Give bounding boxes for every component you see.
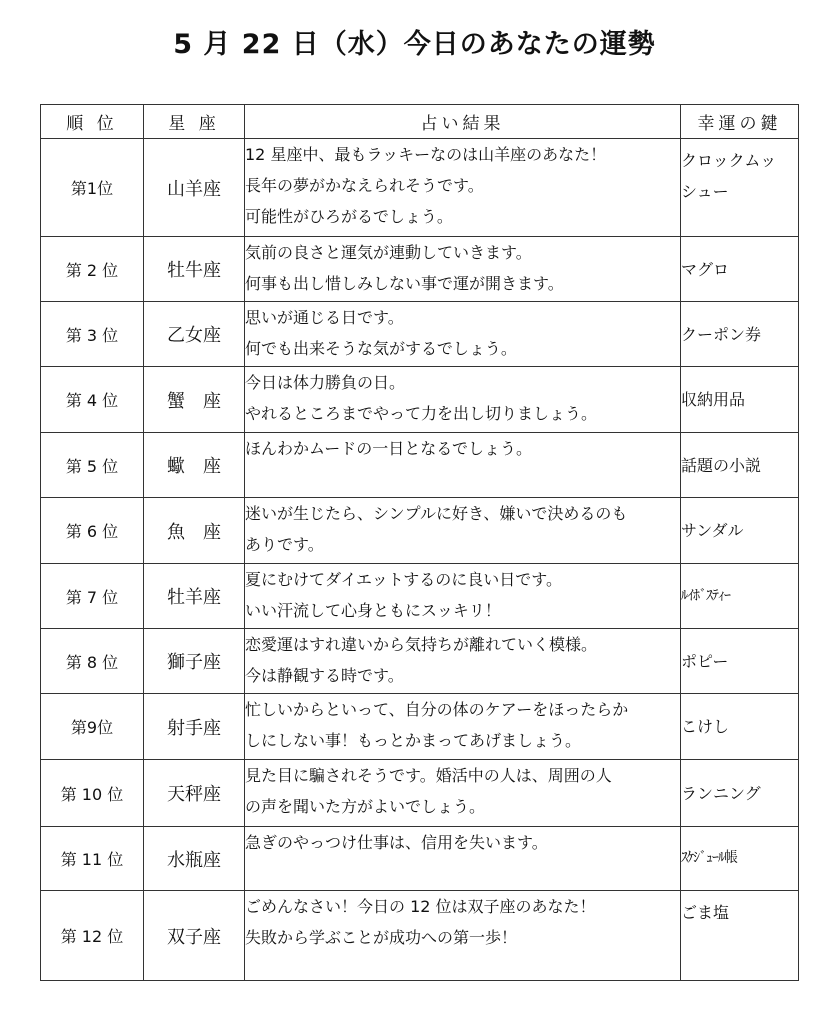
zodiac-sign-cell: 水瓶座 [144,827,245,891]
table-row [41,139,799,237]
lucky-key-line: 収納用品 [681,390,746,409]
lucky-key-line: マグロ [681,259,730,279]
fortune-line: ごめんなさい！今日の 12 位は双子座のあなた！ [245,897,596,916]
fortune-line: 忙しいからといって、自分の体のケアーをほったらか [245,700,629,719]
fortune-result-cell [245,498,681,564]
zodiac-sign-cell: 牡羊座 [144,564,245,629]
lucky-key-line: こけし [681,717,730,736]
fortune-line: 何でも出来そうな気がするでしょう。 [245,339,517,358]
lucky-key-line: クーポン券 [681,324,762,344]
fortune-result-cell [245,237,681,302]
fortune-line: 今日は体力勝負の日。 [245,373,406,392]
lucky-key-line: ﾙｲﾎﾞｽﾃｨｰ [681,587,730,604]
zodiac-sign-cell: 射手座 [144,694,245,760]
zodiac-sign-cell: 牡牛座 [144,237,245,302]
fortune-line: 可能性がひろがるでしょう。 [245,207,453,226]
zodiac-sign-cell: 双子座 [144,891,245,981]
lucky-key-line: ポピー [681,651,729,671]
fortune-line: しにしない事！もっとかまってあげましょう。 [245,731,582,750]
lucky-key-cell [681,367,799,433]
fortune-line: 12 星座中、最もラッキーなのは山羊座のあなた！ [245,145,607,164]
table-row [41,629,799,694]
fortune-result-cell [245,760,681,827]
lucky-key-cell [681,694,799,760]
lucky-key-cell [681,564,799,629]
lucky-key-line: ｽｹｼﾞｭｰﾙ帳 [681,850,737,866]
fortune-result-cell [245,139,681,237]
fortune-table [40,104,799,981]
lucky-key-cell [681,433,799,498]
lucky-key-cell [681,891,799,981]
fortune-line: いい汗流して心身ともにスッキリ！ [245,601,501,620]
header-result: 占い結果 [245,105,681,139]
lucky-key-cell [681,498,799,564]
zodiac-sign-cell: 魚 座 [144,498,245,564]
fortune-result-cell [245,433,681,498]
rank-cell: 第 10 位 [41,760,144,827]
lucky-key-line: クロックムッ [681,151,777,170]
fortune-line: 迷いが生じたら、シンプルに好き、嫌いで決めるのも [245,504,628,523]
fortune-line: 失敗から学ぶことが成功への第一歩！ [245,928,518,947]
fortune-result-cell [245,827,681,891]
rank-cell: 第 7 位 [41,564,144,629]
rank-cell: 第 11 位 [41,827,144,891]
fortune-line: 夏にむけてダイエットするのに良い日です。 [245,570,562,589]
rank-cell: 第 4 位 [41,367,144,433]
table-header-row [41,105,799,139]
rank-cell: 第 12 位 [41,891,144,981]
lucky-key-line: 話題の小説 [681,455,762,475]
fortune-line: 急ぎのやっつけ仕事は、信用を失います。 [245,833,548,852]
fortune-result-cell [245,564,681,629]
lucky-key-cell [681,760,799,827]
table-row [41,302,799,367]
fortune-line: 恋愛運はすれ違いから気持ちが離れていく模様。 [245,635,598,654]
rank-cell: 第 3 位 [41,302,144,367]
table-row [41,367,799,433]
table-row [41,760,799,827]
fortune-result-cell [245,629,681,694]
lucky-key-line: ランニング [681,783,761,803]
rank-cell: 第 8 位 [41,629,144,694]
lucky-key-cell [681,139,799,237]
fortune-line: の声を聞いた方がよいでしょう。 [245,797,486,816]
fortune-line: 長年の夢がかなえられそうです。 [245,176,484,195]
table-row [41,694,799,760]
lucky-key-cell [681,827,799,891]
fortune-result-cell [245,302,681,367]
rank-cell: 第9位 [41,694,144,760]
rank-cell: 第 5 位 [41,433,144,498]
lucky-key-cell [681,629,799,694]
fortune-line: 今は静観する時です。 [245,666,404,685]
fortune-line: 何事も出し惜しみしない事で運が開きます。 [245,274,564,293]
table-row [41,564,799,629]
fortune-result-cell [245,367,681,433]
rank-cell: 第 2 位 [41,237,144,302]
lucky-key-cell [681,302,799,367]
table-row [41,433,799,498]
fortune-line: ほんわかムードの一日となるでしょう。 [245,439,533,458]
lucky-key-cell [681,237,799,302]
table-row [41,891,799,981]
header-rank: 順 位 [41,105,144,139]
zodiac-sign-cell: 蠍 座 [144,433,245,498]
zodiac-sign-cell: 獅子座 [144,629,245,694]
zodiac-sign-cell: 天秤座 [144,760,245,827]
fortune-line: 見た目に騙されそうです。婚活中の人は、周囲の人 [245,766,612,785]
table-row [41,237,799,302]
fortune-result-cell [245,891,681,981]
header-lucky-key: 幸運の鍵 [681,105,799,139]
fortune-line: 気前の良さと運気が連動していきます。 [245,243,532,262]
fortune-line: 思いが通じる日です。 [245,308,404,327]
fortune-result-cell [245,694,681,760]
header-sign: 星 座 [144,105,245,139]
table-row [41,498,799,564]
zodiac-sign-cell: 蟹 座 [144,367,245,433]
lucky-key-line: シュー [681,182,729,201]
table-row [41,827,799,891]
page-title: 5 月 22 日（水）今日のあなたの運勢 [173,29,656,60]
lucky-key-line: サンダル [681,521,744,540]
lucky-key-line: ごま塩 [681,903,730,922]
zodiac-sign-cell: 乙女座 [144,302,245,367]
rank-cell: 第 6 位 [41,498,144,564]
rank-cell: 第1位 [41,139,144,237]
zodiac-sign-cell: 山羊座 [144,139,245,237]
fortune-line: ありです。 [245,535,324,554]
fortune-line: やれるところまでやって力を出し切りましょう。 [245,404,598,423]
